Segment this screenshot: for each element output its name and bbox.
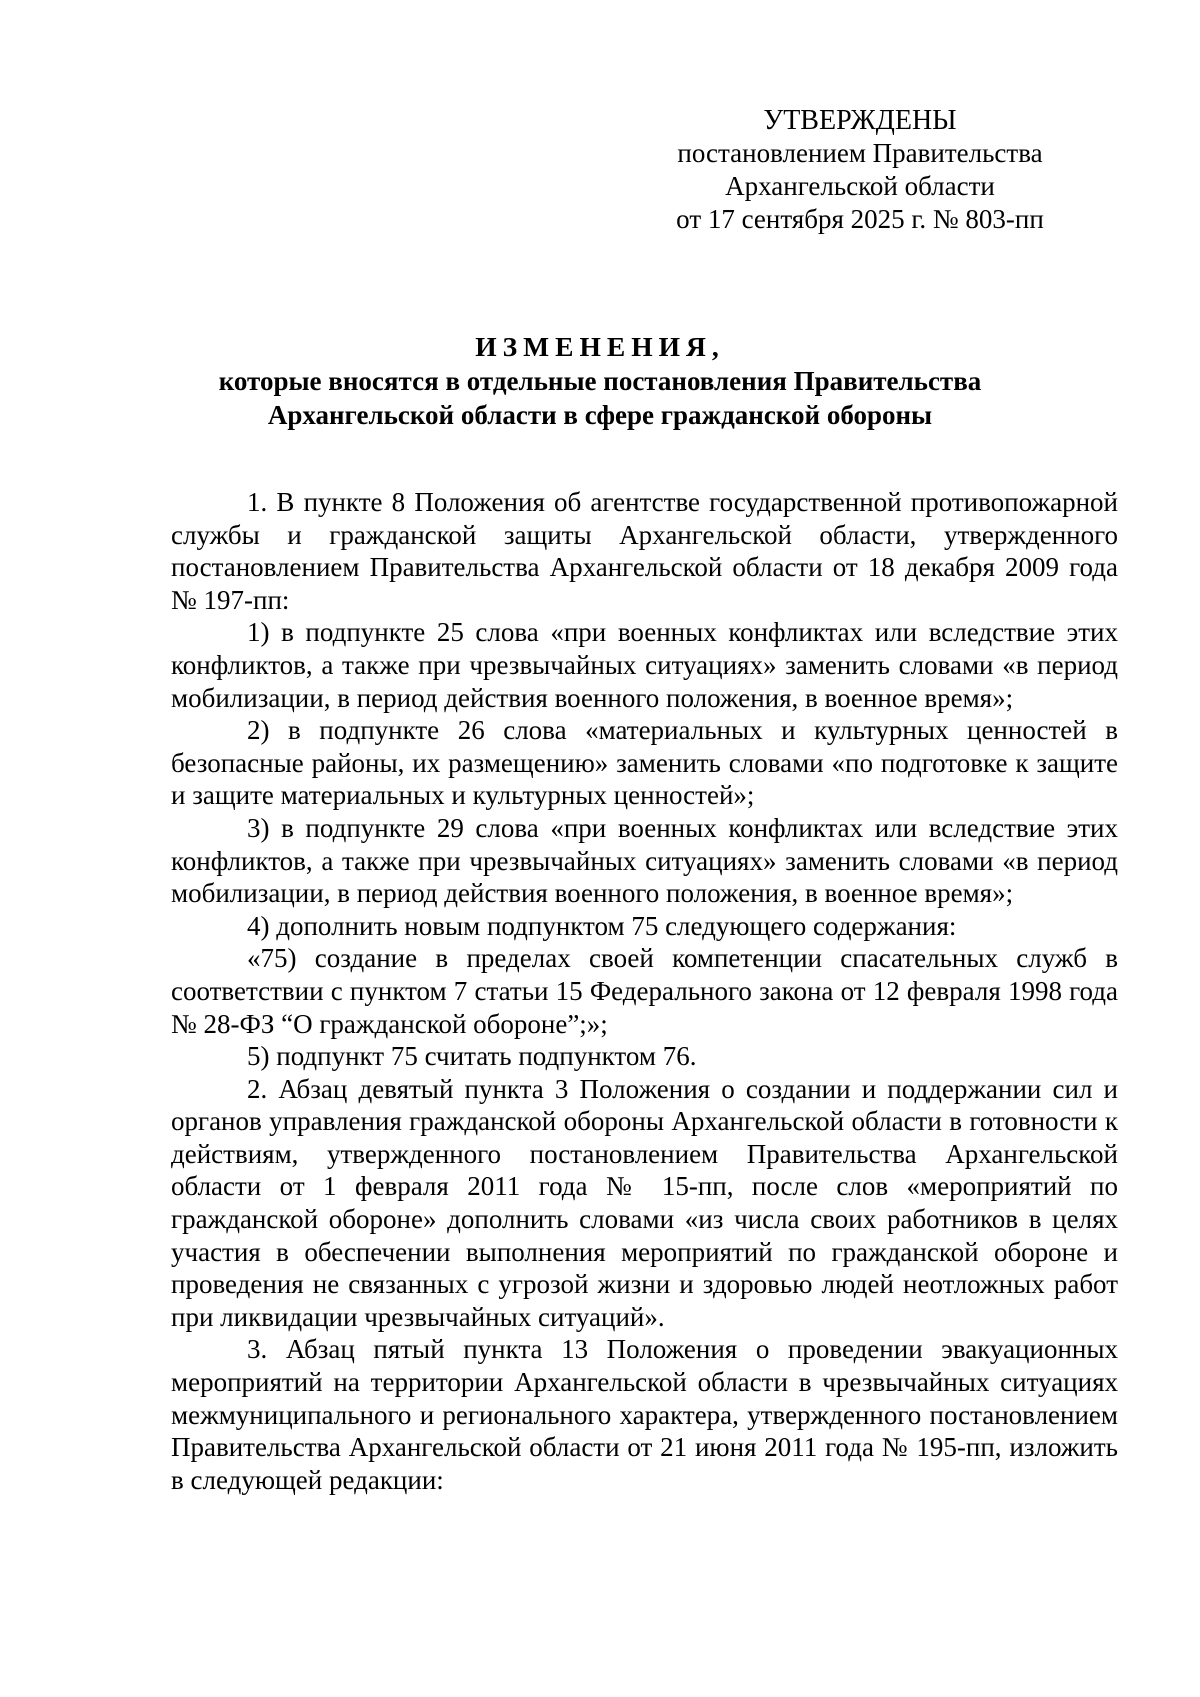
title-main: ИЗМЕНЕНИЯ, — [475, 331, 725, 362]
document-body — [171, 486, 1118, 1496]
paragraph: 2. Абзац девятый пункта 3 Положения о создании и поддержании сил и органов управления гражданской обороны Архангельской области в готовности к действиям, утвержденного постановлением Правительства Архангельской области от 1 февраля 2011 года № 15-пп, после слов «мероприятий по гражданской обороне» дополнить словами «из числа своих работников в целях участия в обеспечении выполнения мероприятий по гражданской обороне и проведения не связанных с угрозой жизни и здоровью людей неотложных работ при ликвидации чрезвычайных ситуаций». — [171, 1073, 1118, 1332]
approval-line: постановлением Правительства — [677, 138, 1043, 168]
approval-date: от 17 сентября 2025 г. № 803-пп — [676, 204, 1044, 234]
title-subtitle: которые вносятся в отдельные постановления Правительства — [218, 366, 982, 396]
paragraph: 1. В пункте 8 Положения об агентстве государственной противопожарной службы и гражданской защиты Архангельской области, утвержденного постановлением Правительства Архангельской области от 18 декабря 2009 года № 197-пп: — [171, 487, 1118, 615]
paragraph: «75) создание в пределах своей компетенции спасательных служб в соответствии с пунктом 7 статьи 15 Федерального закона от 12 февраля 1998 года № 28-ФЗ “О гражданской обороне”;»; — [171, 943, 1118, 1039]
title-subtitle: Архангельской области в сфере гражданской обороны — [267, 400, 933, 430]
approval-stamp — [640, 104, 1080, 236]
paragraph: 4) дополнить новым подпунктом 75 следующего содержания: — [247, 910, 957, 941]
paragraph: 3. Абзац пятый пункта 13 Положения о проведении эвакуационных мероприятий на территории Архангельской области в чрезвычайных ситуациях межмуниципального и регионального характера, утвержденного постановлением Правительства Архангельской области от 21 июня 2011 года № 195-пп, изложить в следующей редакции: — [171, 1334, 1118, 1495]
document-title — [150, 330, 1050, 432]
approval-line: Архангельской области — [725, 171, 995, 201]
paragraph: 5) подпункт 75 считать подпунктом 76. — [247, 1041, 697, 1072]
paragraph: 1) в подпункте 25 слова «при военных конфликтах или вследствие этих конфликтов, а также при чрезвычайных ситуациях» заменить словами «в период мобилизации, в период действия военного положения, в военное время»; — [171, 617, 1118, 713]
paragraph: 2) в подпункте 26 слова «материальных и культурных ценностей в безопасные районы, их размещению» заменить словами «по подготовке к защите и защите материальных и культурных ценностей»; — [171, 715, 1118, 811]
approval-heading: УТВЕРЖДЕНЫ — [763, 105, 957, 136]
paragraph: 3) в подпункте 29 слова «при военных конфликтах или вследствие этих конфликтов, а также при чрезвычайных ситуациях» заменить словами «в период мобилизации, в период действия военного положения, в военное время»; — [171, 812, 1118, 909]
